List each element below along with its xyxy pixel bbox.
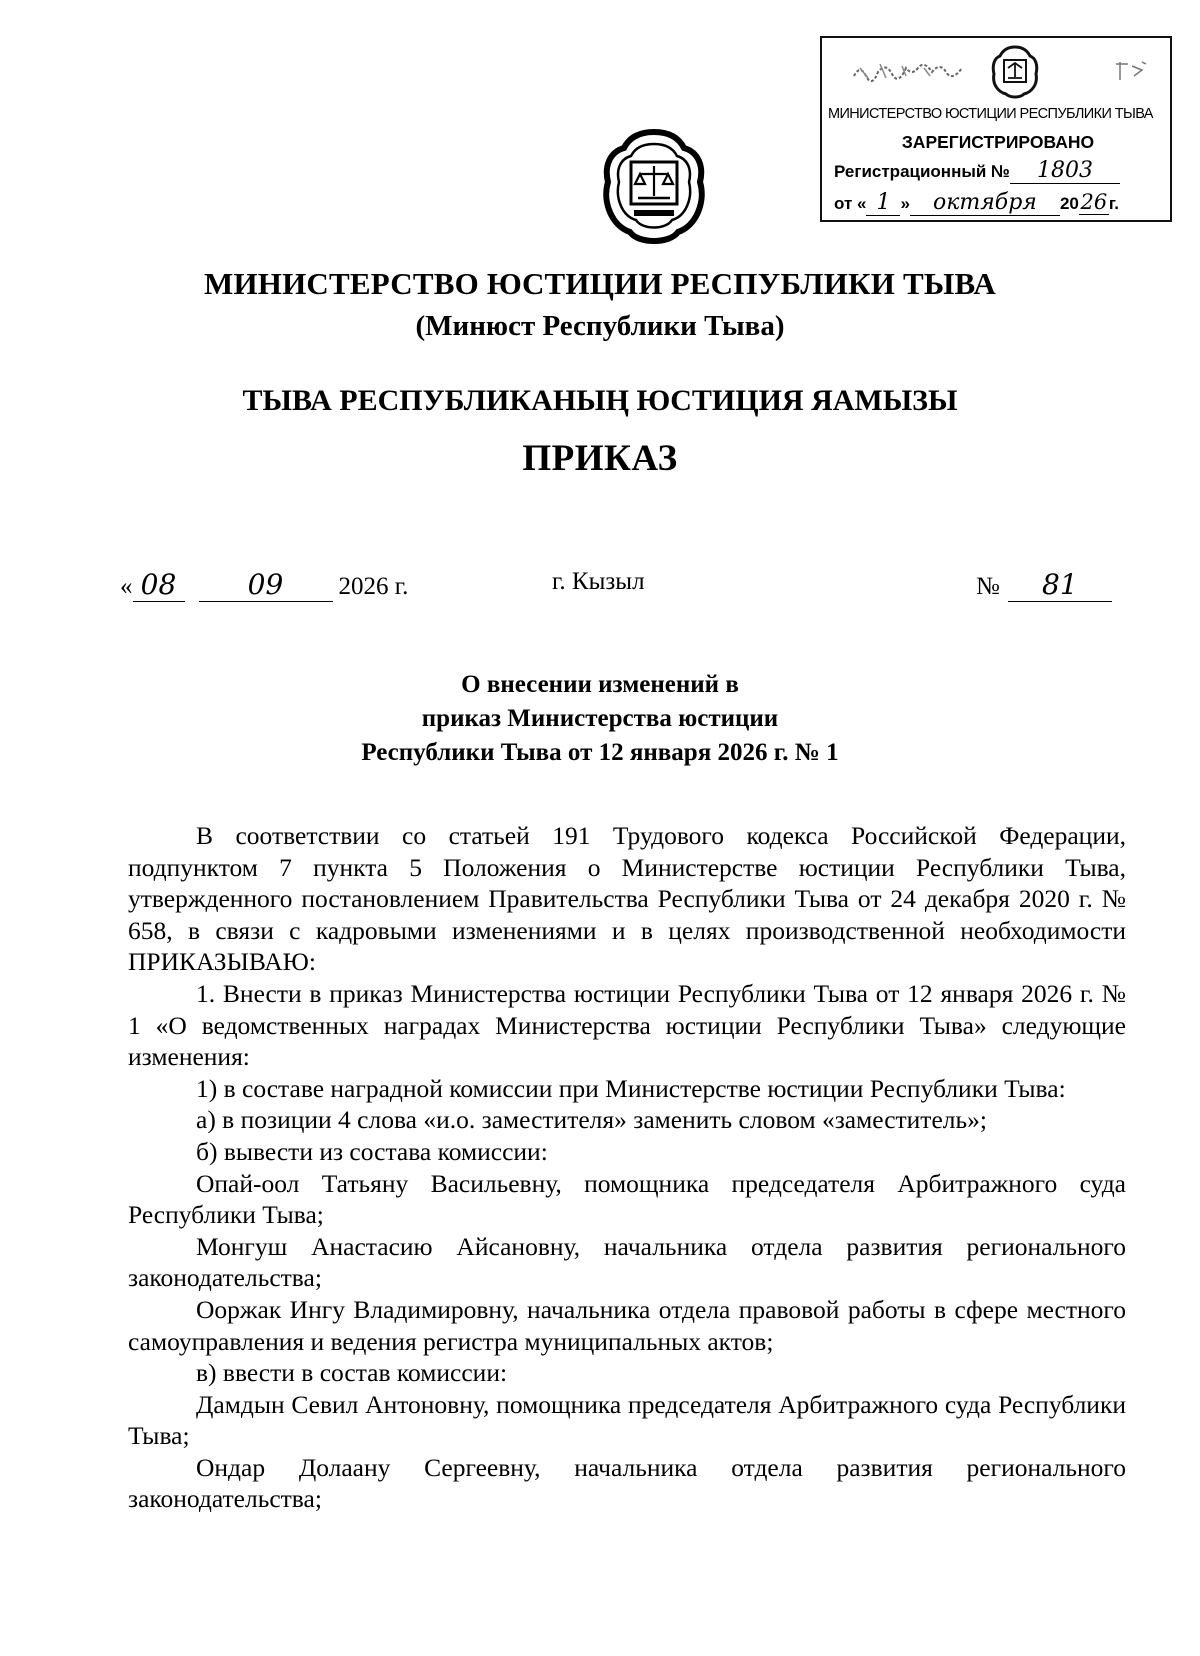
- order-body: [128, 820, 1126, 1515]
- order-number: [976, 568, 1112, 602]
- stamp-date-month: октября: [910, 190, 1060, 216]
- order-title-line: Республики Тыва от 12 января 2026 г. № 1: [361, 739, 839, 766]
- order-city: г. Кызыл: [552, 568, 645, 595]
- date-open-quote: «: [120, 573, 133, 600]
- body-paragraph: Монгуш Анастасию Айсановну, начальника отдела развития регионального законодательства;: [128, 1231, 1126, 1293]
- ministry-heading: МИНИСТЕРСТВО ЮСТИЦИИ РЕСПУБЛИКИ ТЫВА: [204, 266, 996, 301]
- body-paragraph: Ооржак Ингу Владимировну, начальника отдела правовой работы в сфере местного самоуправления и ведения регистра муниципальных актов;: [128, 1294, 1126, 1356]
- stamp-signature-scribble: [850, 54, 970, 88]
- body-paragraph: Опай-оол Татьяну Васильевну, помощника председателя Арбитражного суда Республики Тыва;: [128, 1168, 1126, 1230]
- stamp-date-day: 1: [866, 190, 900, 216]
- stamp-reg-number: 1803: [1010, 158, 1120, 184]
- body-paragraph: в) ввести в состав комиссии:: [196, 1358, 508, 1388]
- order-number-value: 81: [1008, 568, 1112, 602]
- stamp-registration-number-line: [834, 158, 1120, 184]
- ministry-emblem-icon: [598, 128, 710, 254]
- stamp-emblem-icon: [990, 44, 1040, 100]
- body-paragraph: 1) в составе наградной комиссии при Министерстве юстиции Республики Тыва:: [196, 1073, 1066, 1103]
- order-number-label: №: [976, 573, 1000, 600]
- stamp-ministry-name: МИНИСТЕРСТВО ЮСТИЦИИ РЕСПУБЛИКИ ТЫВА: [828, 106, 1153, 122]
- stamp-date-line: [834, 190, 1119, 216]
- ministry-tuvan-name: ТЫВА РЕСПУБЛИКАНЫҢ ЮСТИЦИЯ ЯАМЫЗЫ: [242, 384, 958, 417]
- body-paragraph: 1. Внести в приказ Министерства юстиции Республики Тыва от 12 января 2026 г. № 1 «О ведомственных наградах Министерства юстиции Республики Тыва» следующие изменения:: [128, 978, 1126, 1072]
- stamp-registered-label: ЗАРЕГИСТРИРОВАНО: [901, 132, 1095, 152]
- stamp-reg-label: Регистрационный №: [834, 162, 1010, 181]
- stamp-date-prefix: от «: [834, 194, 867, 213]
- ministry-short-name: (Минюст Республики Тыва): [415, 310, 785, 342]
- body-paragraph: В соответствии со статьей 191 Трудового кодекса Российской Федерации, подпунктом 7 пункта 5 Положения о Министерстве юстиции Республики Тыва, утвержденного постановлением Правительства Республики Тыва от 24 декабря 2020 г. № 658, в связи с кадровыми изменениями и в целях производственной необходимости ПРИКАЗЫВАЮ:: [128, 821, 1126, 977]
- registration-stamp: [820, 36, 1172, 222]
- body-paragraph: б) вывести из состава комиссии:: [196, 1136, 548, 1166]
- order-title: [0, 668, 1200, 770]
- stamp-date-year: 26: [1080, 190, 1108, 214]
- order-title-line: приказ Министерства юстиции: [421, 705, 779, 732]
- order-title-line: О внесении изменений в: [461, 671, 739, 698]
- stamp-date-end: г.: [1108, 194, 1119, 213]
- body-paragraph: Ондар Долаану Сергеевну, начальника отдела развития регионального законодательства;: [128, 1452, 1126, 1514]
- document-type: ПРИКАЗ: [522, 438, 678, 479]
- stamp-date-mid: »: [900, 194, 910, 213]
- stamp-mark-icon: [1112, 58, 1152, 84]
- order-date-day: 08: [133, 568, 185, 602]
- order-date-year: 2026 г.: [338, 573, 409, 600]
- body-paragraph: Дамдын Севил Антоновну, помощника председателя Арбитражного суда Республики Тыва;: [128, 1389, 1126, 1451]
- body-paragraph: а) в позиции 4 слова «и.о. заместителя» заменить словом «заместитель»;: [196, 1105, 987, 1135]
- order-date-month: 09: [199, 568, 333, 602]
- order-date: [120, 568, 408, 602]
- stamp-date-year-prefix: 20: [1059, 194, 1079, 213]
